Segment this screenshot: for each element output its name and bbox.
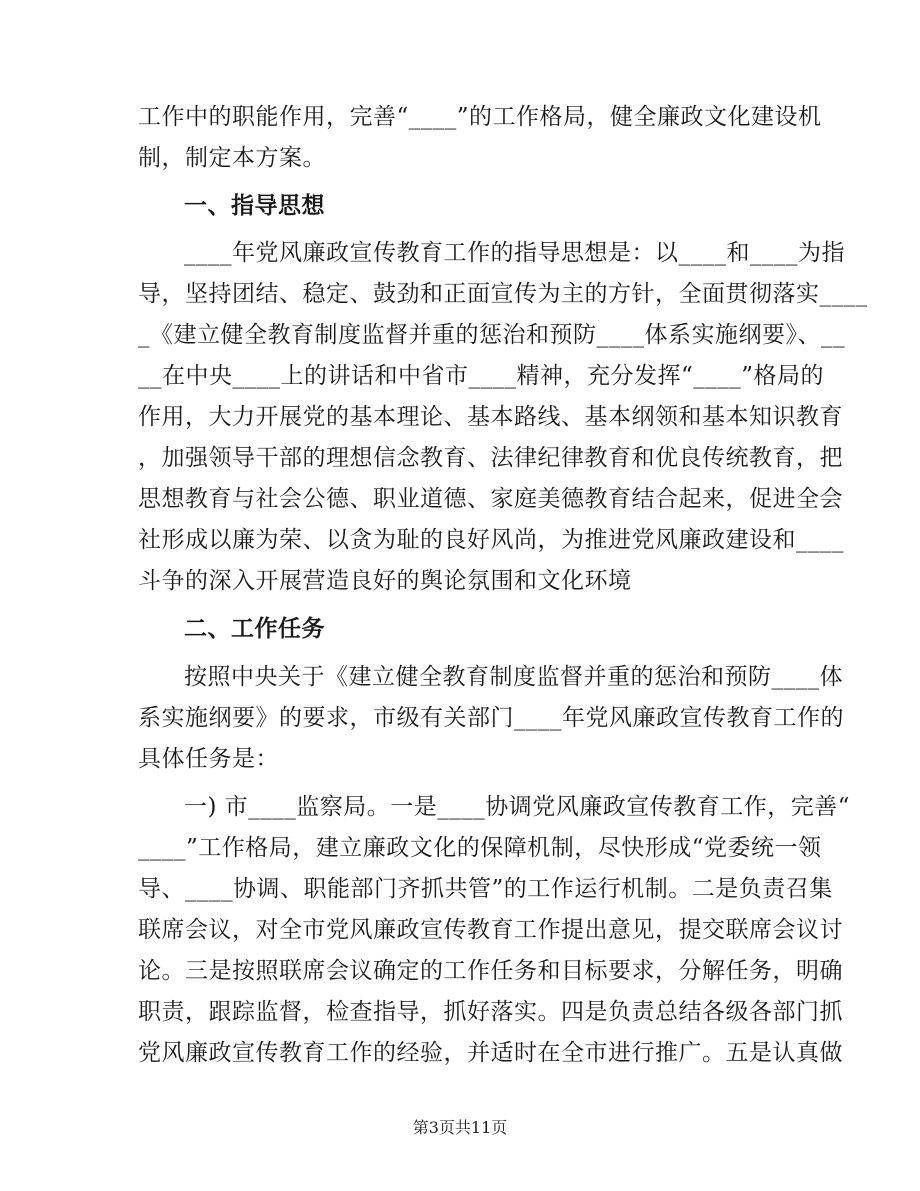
paragraph-line: 制，制定本方案。: [138, 145, 326, 171]
paragraph-line: 按照中央关于《建立健全教育制度监督并重的惩治和预防____体: [184, 664, 843, 690]
paragraph-line: 作用，大力开展党的基本理论、基本路线、基本纲领和基本知识教育: [138, 404, 843, 430]
section-heading-work-tasks: 二、工作任务: [184, 615, 325, 642]
paragraph-line: 系实施纲要》的要求，市级有关部门____年党风廉政宣传教育工作的: [138, 705, 844, 731]
paragraph-line: 导，坚持团结、稳定、鼓劲和正面宣传为主的方针，全面贯彻落实____: [138, 281, 868, 307]
paragraph-line: ____”工作格局，建立廉政文化的保障机制，尽快形成“党委统一领: [138, 835, 822, 861]
paragraph-line: 导、____协调、职能部门齐抓共管”的工作运行机制。二是负责召集: [138, 876, 833, 902]
paragraph-line: 具体任务是：: [138, 746, 279, 772]
page-number-footer: 第3页共11页: [412, 1118, 508, 1137]
paragraph-line: 一) 市____监察局。一是____协调党风廉政宣传教育工作，完善“: [184, 794, 851, 820]
paragraph-line: _《建立健全教育制度监督并重的惩治和预防____体系实施纲要》、__: [138, 322, 845, 348]
paragraph-line: 职责，跟踪监督，检查指导，抓好落实。四是负责总结各级各部门抓: [138, 999, 843, 1025]
paragraph-line: 论。三是按照联席会议确定的工作任务和目标要求，分解任务，明确: [138, 958, 843, 984]
paragraph-line: ，加强领导干部的理想信念教育、法律纪律教育和优良传统教育，把: [138, 445, 843, 471]
paragraph-line: 工作中的职能作用，完善“____”的工作格局，健全廉政文化建设机: [138, 104, 822, 130]
paragraph-line: 思想教育与社会公德、职业道德、家庭美德教育结合起来，促进全会: [138, 486, 843, 512]
section-heading-guiding-ideology: 一、指导思想: [184, 192, 325, 219]
paragraph-line: 社形成以廉为荣、以贪为耻的良好风尚，为推进党风廉政建设和____: [138, 527, 844, 553]
paragraph-line: 党风廉政宣传教育工作的经验，并适时在全市进行推广。五是认真做: [138, 1040, 843, 1066]
paragraph-line: ____年党风廉政宣传教育工作的指导思想是：以____和____为指: [184, 240, 845, 266]
paragraph-line: 联席会议，对全市党风廉政宣传教育工作提出意见，提交联席会议讨: [138, 917, 843, 943]
paragraph-line: __在中央____上的讲话和中省市____精神，充分发挥“____”格局的: [138, 363, 825, 389]
paragraph-line: 斗争的深入开展营造良好的舆论氛围和文化环境: [138, 568, 632, 594]
